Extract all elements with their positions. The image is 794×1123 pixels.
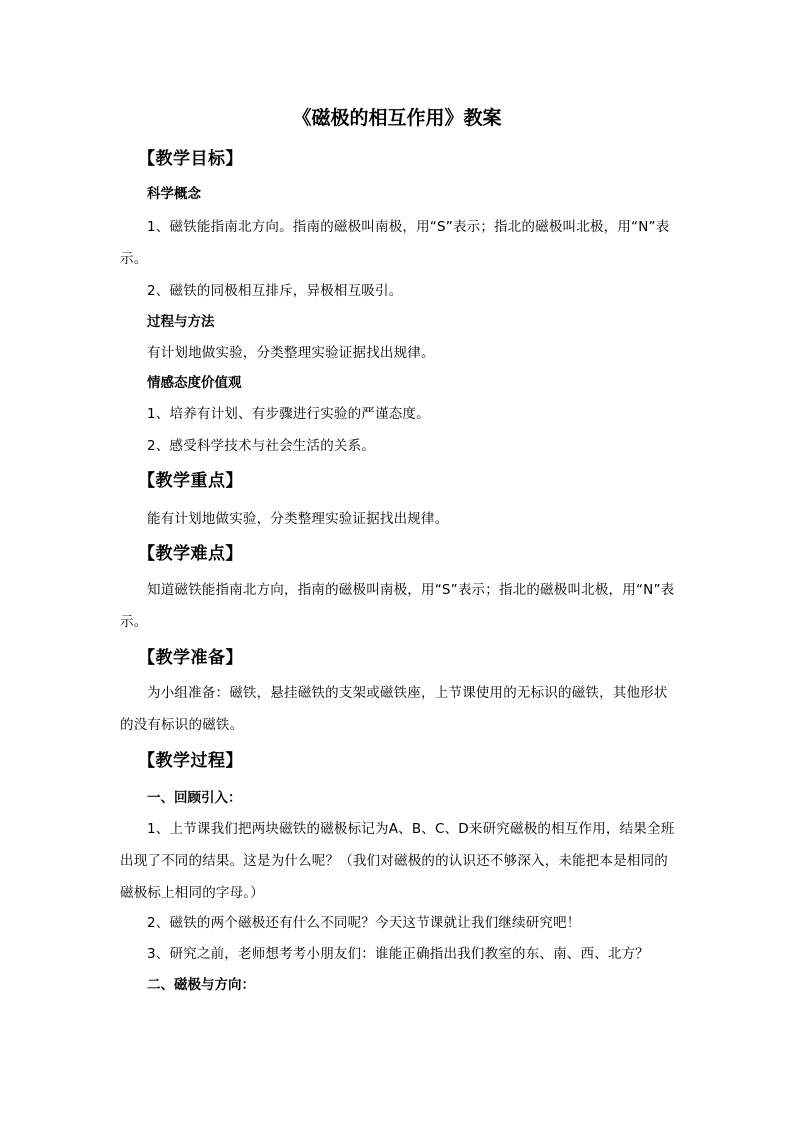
key-points-heading: 【教学重点】 <box>138 471 243 491</box>
process-part1-item-3: 3、研究之前，老师想考考小朋友们：谁能正确指出我们教室的东、南、西、北方？ <box>147 946 649 962</box>
process-heading: 【教学过程】 <box>138 751 243 771</box>
difficulties-heading: 【教学难点】 <box>138 544 243 564</box>
preparation-heading: 【教学准备】 <box>138 648 243 668</box>
attitude-heading: 情感态度价值观 <box>147 375 242 391</box>
concept-heading: 科学概念 <box>147 186 201 202</box>
process-part1-item-1: 1、上节课我们把两块磁铁的磁极标记为A、B、C、D来研究磁极的相互作用，结果全班出现了不同的结果。这是为什么呢？（我们对磁极的的认识还不够深入，未能把本是相同的磁极标上相同的字母。） <box>120 821 675 901</box>
method-heading: 过程与方法 <box>147 314 215 330</box>
attitude-item-2: 2、感受科学技术与社会生活的关系。 <box>147 438 375 454</box>
key-points-text: 能有计划地做实验，分类整理实验证据找出规律。 <box>147 511 449 527</box>
concept-item-1: 1、磁铁能指南北方向。指南的磁极叫南极，用“S”表示；指北的磁极叫北极，用“N”表示。 <box>120 219 670 267</box>
method-item-1: 有计划地做实验，分类整理实验证据找出规律。 <box>147 345 435 361</box>
process-part1-item-2: 2、磁铁的两个磁极还有什么不同呢？今天这节课就让我们继续研究吧！ <box>147 915 581 931</box>
attitude-item-1: 1、培养有计划、有步骤进行实验的严谨态度。 <box>147 406 430 422</box>
concept-item-2: 2、磁铁的同极相互排斥，异极相互吸引。 <box>147 283 403 299</box>
document-title: 《磁极的相互作用》教案 <box>292 107 502 129</box>
process-part2-heading: 二、磁极与方向： <box>147 977 255 993</box>
objectives-heading: 【教学目标】 <box>138 149 243 169</box>
difficulties-text: 知道磁铁能指南北方向，指南的磁极叫南极，用“S”表示；指北的磁极叫北极，用“N”表示。 <box>120 582 675 630</box>
preparation-text: 为小组准备：磁铁，悬挂磁铁的支架或磁铁座，上节课使用的无标识的磁铁，其他形状的没有标识的磁铁。 <box>120 685 668 733</box>
process-part1-heading: 一、回顾引入： <box>147 790 242 806</box>
